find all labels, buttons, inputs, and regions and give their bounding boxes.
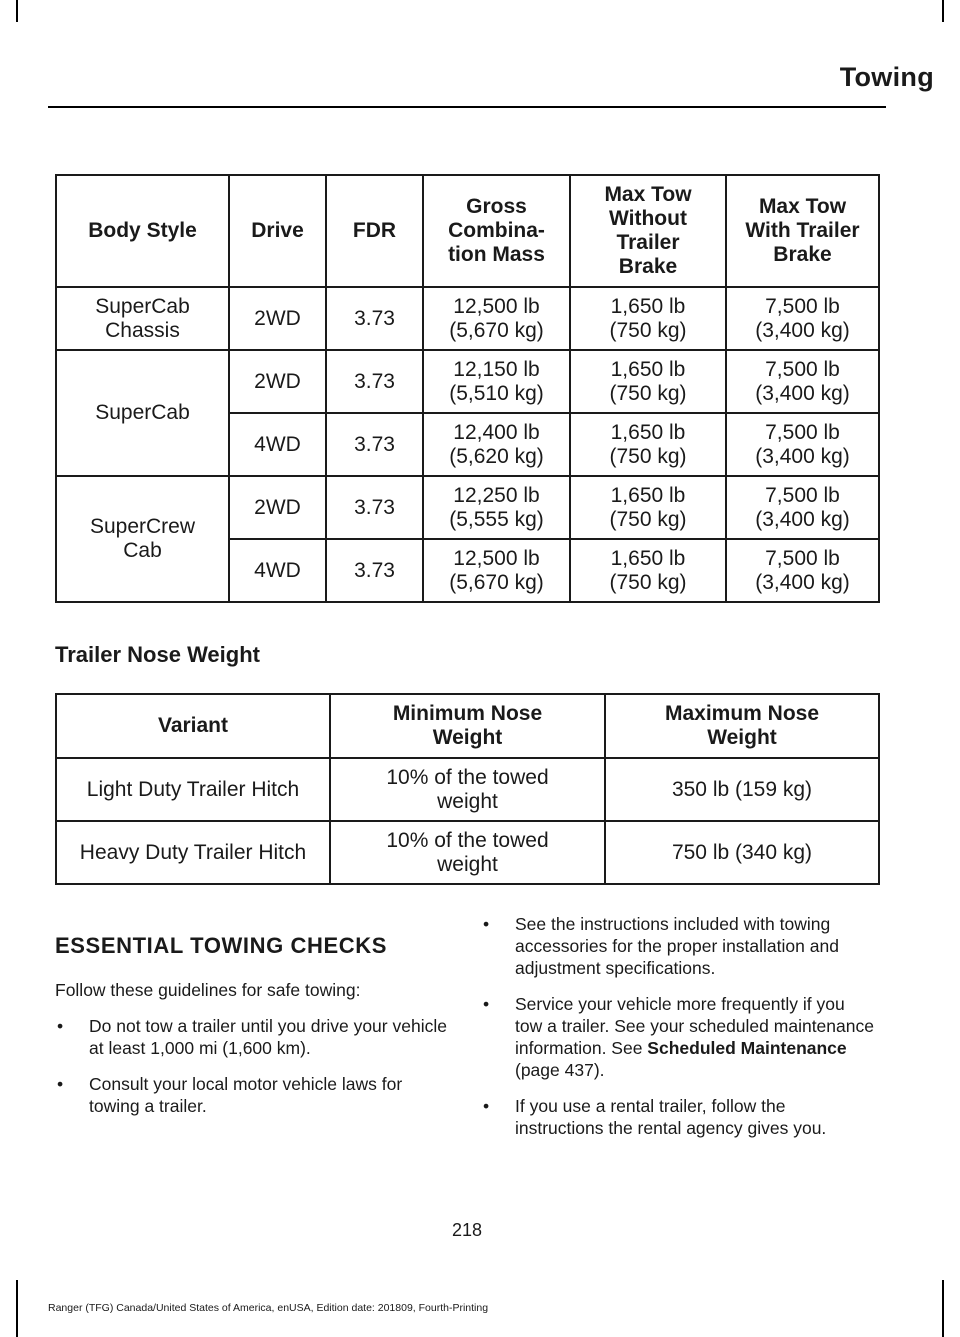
header-body-style: Body Style (56, 175, 229, 287)
crop-mark-bottom-left (16, 1280, 18, 1337)
gcm-cell (423, 413, 570, 476)
list-item (481, 993, 876, 1081)
towing-capacity-table (55, 174, 880, 603)
list-item (481, 1095, 876, 1139)
list-item (481, 913, 876, 979)
checks-column-left (55, 935, 450, 1131)
min-nose-weight-cell: 10% of the towed weight (330, 758, 605, 821)
header-minimum-nose-weight: Minimum Nose Weight (330, 694, 605, 758)
gcm-lb: 12,500 lb (453, 546, 540, 570)
max-tow-without-brake-cell (570, 287, 726, 350)
gcm-lb: 12,150 lb (453, 357, 540, 381)
fdr-cell: 3.73 (326, 539, 423, 602)
checks-intro: Follow these guidelines for safe towing: (55, 980, 361, 1000)
crop-mark-bottom-right (942, 1280, 944, 1337)
body-style-cell: SuperCrew Cab (56, 476, 229, 602)
gcm-kg: (5,670 kg) (449, 570, 544, 594)
with-kg: (3,400 kg) (755, 507, 850, 531)
bullet-icon: • (483, 914, 490, 934)
fdr-cell: 3.73 (326, 350, 423, 413)
table-row (56, 287, 879, 350)
gcm-kg: (5,510 kg) (449, 381, 544, 405)
gcm-kg: (5,555 kg) (449, 507, 544, 531)
checks-list-left (55, 1015, 450, 1117)
max-tow-with-brake-cell (726, 476, 879, 539)
scheduled-maintenance-link[interactable]: Scheduled Maintenance (647, 1038, 847, 1058)
trailer-nose-weight-table (55, 693, 880, 885)
section-heading-trailer-nose-weight: Trailer Nose Weight (55, 642, 260, 667)
min-nose-weight-cell: 10% of the towed weight (330, 821, 605, 884)
list-item-text: If you use a rental trailer, follow the instructions the rental agency gives you. (515, 1096, 827, 1138)
without-lb: 1,650 lb (610, 483, 686, 507)
max-tow-with-brake-cell (726, 287, 879, 350)
checks-column-right (481, 913, 876, 1153)
bullet-icon: • (57, 1016, 64, 1036)
with-lb: 7,500 lb (765, 546, 840, 570)
header-variant: Variant (56, 694, 330, 758)
max-nose-weight-cell: 750 lb (340 kg) (605, 821, 879, 884)
gcm-lb: 12,500 lb (453, 294, 540, 318)
body-style-cell: SuperCab (56, 350, 229, 476)
with-kg: (3,400 kg) (755, 381, 850, 405)
table-row (56, 821, 879, 884)
bullet-icon: • (57, 1074, 64, 1094)
crop-mark-top-right (942, 0, 944, 22)
gcm-kg: (5,620 kg) (449, 444, 544, 468)
page-number: 218 (451, 1220, 483, 1240)
max-tow-without-brake-cell (570, 476, 726, 539)
variant-cell: Heavy Duty Trailer Hitch (56, 821, 330, 884)
without-lb: 1,650 lb (610, 420, 686, 444)
without-lb: 1,650 lb (610, 357, 686, 381)
list-item (55, 1073, 450, 1117)
bullet-icon: • (483, 1096, 490, 1116)
without-kg: (750 kg) (609, 318, 687, 342)
header-fdr: FDR (326, 175, 423, 287)
list-item-text: Do not tow a trailer until you drive your vehicle at least 1,000 mi (1,600 km). (89, 1016, 447, 1058)
list-item-text: Consult your local motor vehicle laws for towing a trailer. (89, 1074, 403, 1116)
max-tow-without-brake-cell (570, 350, 726, 413)
crop-mark-top-left (16, 0, 18, 22)
bullet-icon: • (483, 994, 490, 1014)
gcm-cell (423, 539, 570, 602)
table-row (56, 758, 879, 821)
table-row (56, 476, 879, 539)
drive-cell: 2WD (229, 350, 326, 413)
footer-edition-info: Ranger (TFG) Canada/United States of America, enUSA, Edition date: 201809, Fourth-Printing (48, 1302, 489, 1314)
header-maximum-nose-weight: Maximum Nose Weight (605, 694, 879, 758)
header-divider (48, 106, 886, 108)
without-kg: (750 kg) (609, 381, 687, 405)
max-nose-weight-cell: 350 lb (159 kg) (605, 758, 879, 821)
without-lb: 1,650 lb (610, 294, 686, 318)
with-lb: 7,500 lb (765, 357, 840, 381)
page-title: Towing (839, 62, 934, 92)
gcm-kg: (5,670 kg) (449, 318, 544, 342)
drive-cell: 4WD (229, 413, 326, 476)
max-tow-without-brake-cell (570, 413, 726, 476)
with-kg: (3,400 kg) (755, 318, 850, 342)
max-tow-with-brake-cell (726, 539, 879, 602)
fdr-cell: 3.73 (326, 476, 423, 539)
fdr-cell: 3.73 (326, 413, 423, 476)
with-lb: 7,500 lb (765, 294, 840, 318)
list-item-text: See the instructions included with towing accessories for the proper installation and adjustment specifications. (515, 914, 839, 978)
gcm-cell (423, 287, 570, 350)
without-kg: (750 kg) (609, 570, 687, 594)
with-lb: 7,500 lb (765, 483, 840, 507)
with-lb: 7,500 lb (765, 420, 840, 444)
list-item-text: Service your vehicle more frequently if you tow a trailer. See your scheduled maintenance information. See (515, 994, 874, 1058)
variant-cell: Light Duty Trailer Hitch (56, 758, 330, 821)
section-heading-essential-towing-checks: ESSENTIAL TOWING CHECKS (55, 933, 388, 958)
body-style-cell: SuperCab Chassis (56, 287, 229, 350)
gcm-lb: 12,250 lb (453, 483, 540, 507)
drive-cell: 4WD (229, 539, 326, 602)
with-kg: (3,400 kg) (755, 444, 850, 468)
drive-cell: 2WD (229, 476, 326, 539)
gcm-lb: 12,400 lb (453, 420, 540, 444)
fdr-cell: 3.73 (326, 287, 423, 350)
checks-list-right (481, 913, 876, 1139)
gcm-cell (423, 350, 570, 413)
max-tow-with-brake-cell (726, 350, 879, 413)
without-kg: (750 kg) (609, 507, 687, 531)
without-kg: (750 kg) (609, 444, 687, 468)
header-max-tow-with-brake: Max Tow With Trailer Brake (726, 175, 879, 287)
max-tow-with-brake-cell (726, 413, 879, 476)
max-tow-without-brake-cell (570, 539, 726, 602)
list-item (55, 1015, 450, 1059)
gcm-cell (423, 476, 570, 539)
with-kg: (3,400 kg) (755, 570, 850, 594)
drive-cell: 2WD (229, 287, 326, 350)
table-row (56, 350, 879, 413)
header-drive: Drive (229, 175, 326, 287)
page-reference: (page 437). (515, 1060, 605, 1080)
without-lb: 1,650 lb (610, 546, 686, 570)
header-max-tow-without-brake: Max Tow Without Trailer Brake (570, 175, 726, 287)
header-gcm: Gross Combina-tion Mass (423, 175, 570, 287)
